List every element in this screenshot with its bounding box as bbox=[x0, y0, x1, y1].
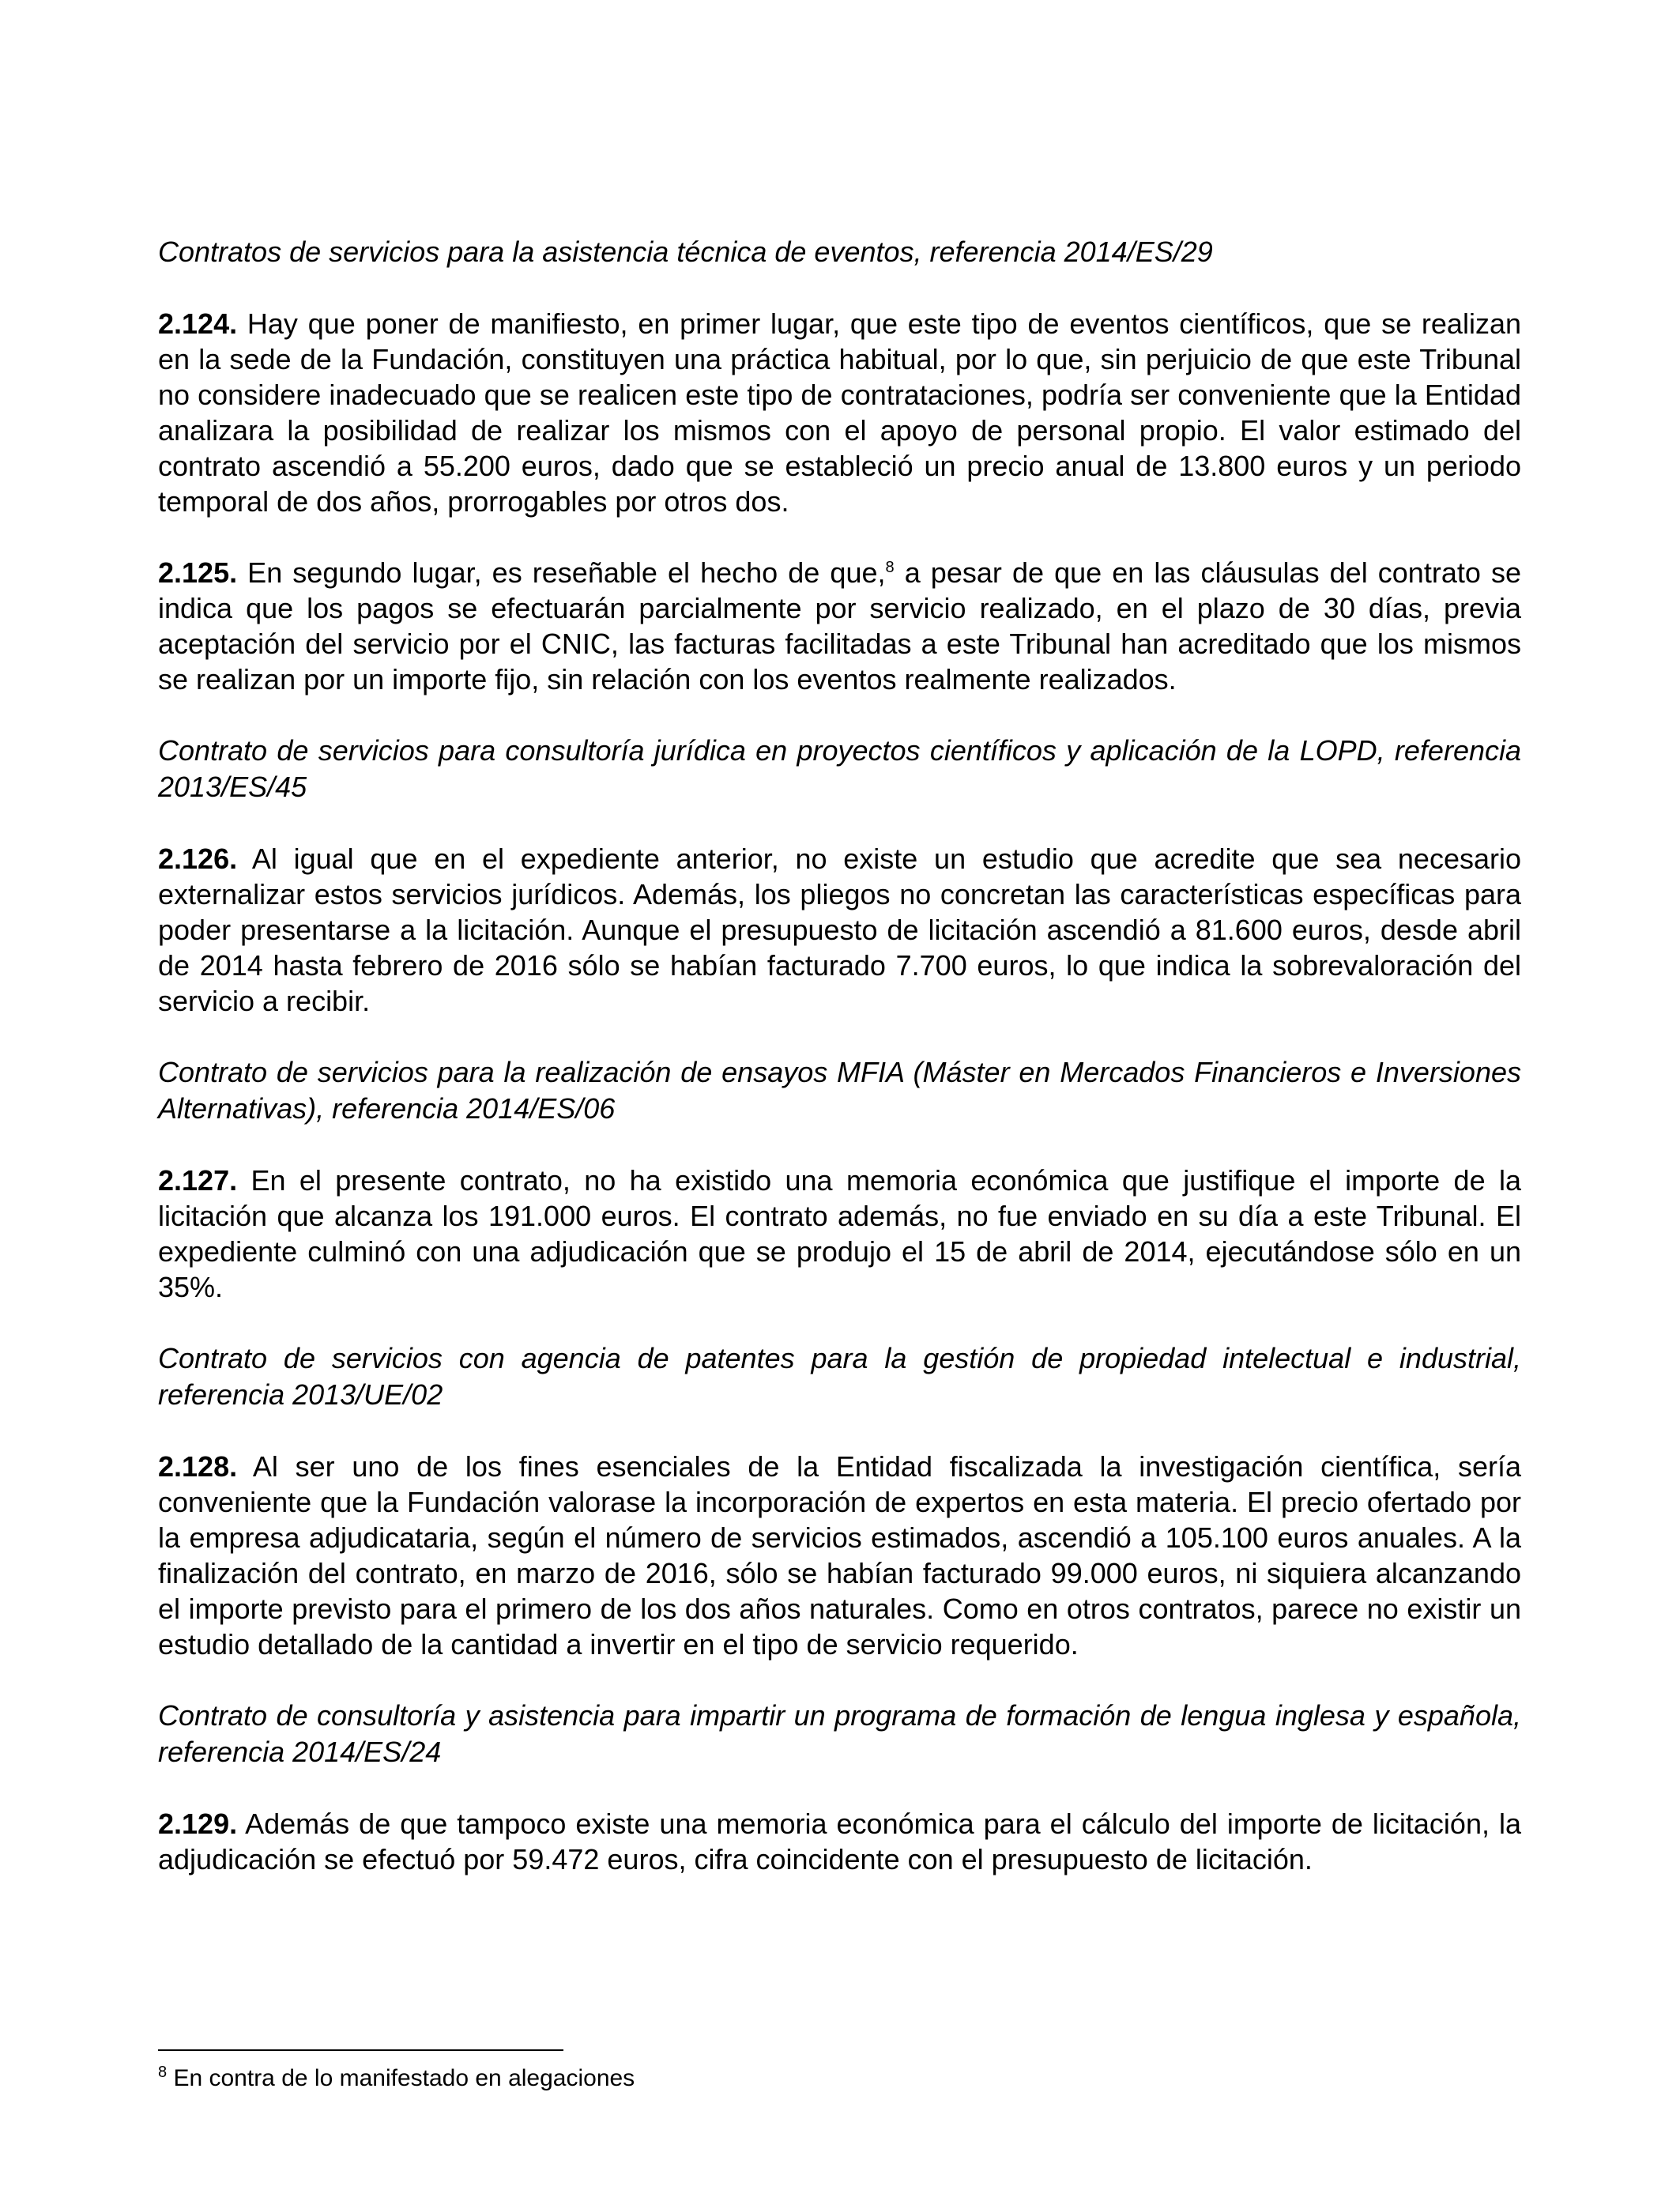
paragraph-2-129 bbox=[158, 1806, 1521, 1877]
paragraph-number: 2.127. bbox=[158, 1164, 238, 1197]
paragraph-2-128 bbox=[158, 1449, 1521, 1662]
paragraph-number: 2.125. bbox=[158, 556, 238, 589]
paragraph-number: 2.124. bbox=[158, 307, 238, 340]
paragraph-number: 2.128. bbox=[158, 1450, 238, 1483]
paragraph-2-127 bbox=[158, 1163, 1521, 1305]
section-heading: Contrato de consultoría y asistencia para impartir un programa de formación de lengua inglesa y española, referencia 2014/ES/24 bbox=[158, 1699, 1521, 1768]
section-heading: Contrato de servicios con agencia de patentes para la gestión de propiedad intelectual e industrial, referencia 2013/UE/02 bbox=[158, 1342, 1521, 1411]
paragraph-text: Hay que poner de manifiesto, en primer lugar, que este tipo de eventos científicos, que se realizan en la sede de la Fundación, constituyen una práctica habitual, por lo que, sin perjuicio de que este Tribunal no considere inadecuado que se realicen este tipo de contrataciones, podría ser conveniente que la Entidad analizara la posibilidad de realizar los mismos con el apoyo de personal propio. El valor estimado del contrato ascendió a 55.200 euros, dado que se estableció un precio anual de 13.800 euros y un periodo temporal de dos años, prorrogables por otros dos. bbox=[158, 307, 1521, 518]
paragraph-number: 2.129. bbox=[158, 1808, 238, 1840]
section-heading: Contrato de servicios para consultoría jurídica en proyectos científicos y aplicación de la LOPD, referencia 2013/ES/45 bbox=[158, 734, 1521, 803]
paragraph-text: Además de que tampoco existe una memoria económica para el cálculo del importe de licitación, la adjudicación se efectuó por 59.472 euros, cifra coincidente con el presupuesto de licitación. bbox=[158, 1808, 1521, 1875]
paragraph-text: a pesar de que en las cláusulas del contrato se indica que los pagos se efectuarán parcialmente por servicio realizado, en el plazo de 30 días, previa aceptación del servicio por el CNIC, las facturas facilitadas a este Tribunal han acreditado que los mismos se realizan por un importe fijo, sin relación con los eventos realmente realizados. bbox=[158, 556, 1521, 696]
footnote-mark: 8 bbox=[158, 2064, 168, 2081]
paragraph-2-124 bbox=[158, 306, 1521, 519]
paragraph-text: En segundo lugar, es reseñable el hecho de que, bbox=[237, 556, 886, 589]
footnote-separator bbox=[158, 2049, 563, 2051]
paragraph-text: Al ser uno de los fines esenciales de la Entidad fiscalizada la investigación científica, sería conveniente que la Fundación valorase la incorporación de expertos en esta materia. El precio ofertado por la empresa adjudicataria, según el número de servicios estimados, ascendió a 105.100 euros anuales. A la finalización del contrato, en marzo de 2016, sólo se habían facturado 99.000 euros, ni siquiera alcanzando el importe previsto para el primero de los dos años naturales. Como en otros contratos, parece no existir un estudio detallado de la cantidad a invertir en el tipo de servicio requerido. bbox=[158, 1450, 1521, 1661]
paragraph-2-126 bbox=[158, 841, 1521, 1019]
paragraph-text: En el presente contrato, no ha existido una memoria económica que justifique el importe de la licitación que alcanza los 191.000 euros. El contrato además, no fue enviado en su día a este Tribunal. El expediente culminó con una adjudicación que se produjo el 15 de abril de 2014, ejecutándose sólo en un 35%. bbox=[158, 1164, 1521, 1303]
paragraph-2-125 bbox=[158, 555, 1521, 697]
paragraph-number: 2.126. bbox=[158, 843, 238, 875]
section-heading: Contrato de servicios para la realización de ensayos MFIA (Máster en Mercados Financieros e Inversiones Alternativas), referencia 2014/ES/06 bbox=[158, 1056, 1521, 1125]
footnote bbox=[158, 2064, 635, 2093]
paragraph-text: Al igual que en el expediente anterior, no existe un estudio que acredite que sea necesario externalizar estos servicios jurídicos. Además, los pliegos no concretan las características específicas para poder presentarse a la licitación. Aunque el presupuesto de licitación ascendió a 81.600 euros, desde abril de 2014 hasta febrero de 2016 sólo se habían facturado 7.700 euros, lo que indica la sobrevaloración del servicio a recibir. bbox=[158, 843, 1521, 1017]
footnote-reference[interactable]: 8 bbox=[885, 559, 895, 576]
document-body bbox=[158, 234, 1521, 1877]
footnote-text: En contra de lo manifestado en alegaciones bbox=[167, 2065, 635, 2091]
section-heading: Contratos de servicios para la asistencia técnica de eventos, referencia 2014/ES/29 bbox=[158, 236, 1213, 268]
